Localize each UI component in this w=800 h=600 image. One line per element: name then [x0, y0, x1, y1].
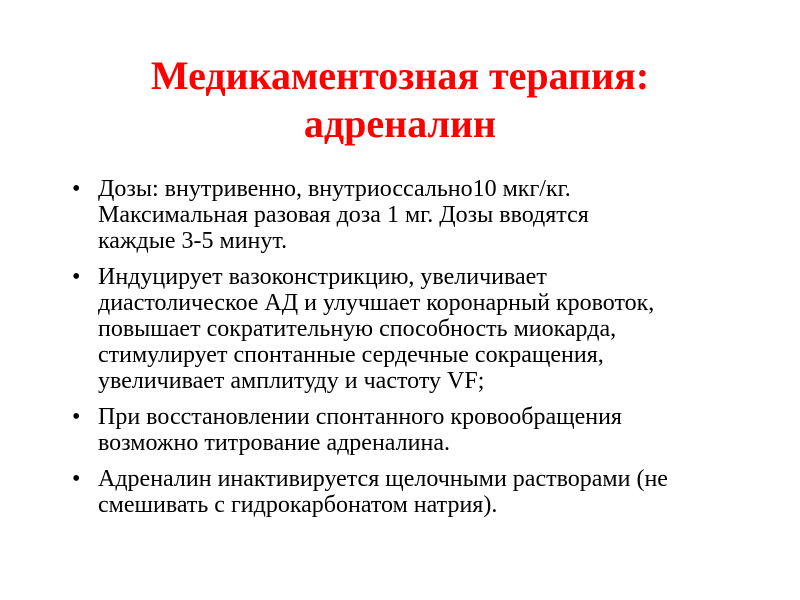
bullet-line: каждые 3-5 минут.	[98, 228, 288, 254]
bullet-item-doses	[72, 176, 732, 254]
bullet-line: возможно титрование адреналина.	[98, 430, 450, 456]
bullet-line: При восстановлении спонтанного кровообращения	[98, 404, 622, 430]
bullet-list	[72, 176, 732, 528]
bullet-item-inactivation	[72, 466, 732, 518]
bullet-line: стимулирует спонтанные сердечные сокращения,	[98, 342, 604, 368]
bullet-dot-icon: •	[72, 466, 81, 492]
bullet-line: Адреналин инактивируется щелочными растворами (не	[98, 466, 668, 492]
bullet-line: Индуцирует вазоконстрикцию, увеличивает	[98, 264, 547, 290]
bullet-dot-icon: •	[72, 404, 81, 430]
bullet-line: увеличивает амплитуду и частоту VF;	[98, 368, 485, 394]
slide-title	[60, 52, 740, 148]
slide-title-line-2: адреналин	[303, 101, 497, 146]
bullet-line: Дозы: внутривенно, внутриоссально10 мкг/кг.	[98, 176, 571, 202]
bullet-line: повышает сократительную способность миокарда,	[98, 316, 617, 342]
slide-title-line-1: Медикаментозная терапия:	[150, 53, 650, 98]
bullet-line: Максимальная разовая доза 1 мг. Дозы вводятся	[98, 202, 589, 228]
bullet-line: диастолическое АД и улучшает коронарный кровоток,	[98, 290, 655, 316]
bullet-dot-icon: •	[72, 176, 81, 202]
bullet-line: смешивать с гидрокарбонатом натрия).	[98, 492, 498, 518]
bullet-item-titration	[72, 404, 732, 456]
bullet-dot-icon: •	[72, 264, 81, 290]
bullet-item-effects	[72, 264, 732, 394]
